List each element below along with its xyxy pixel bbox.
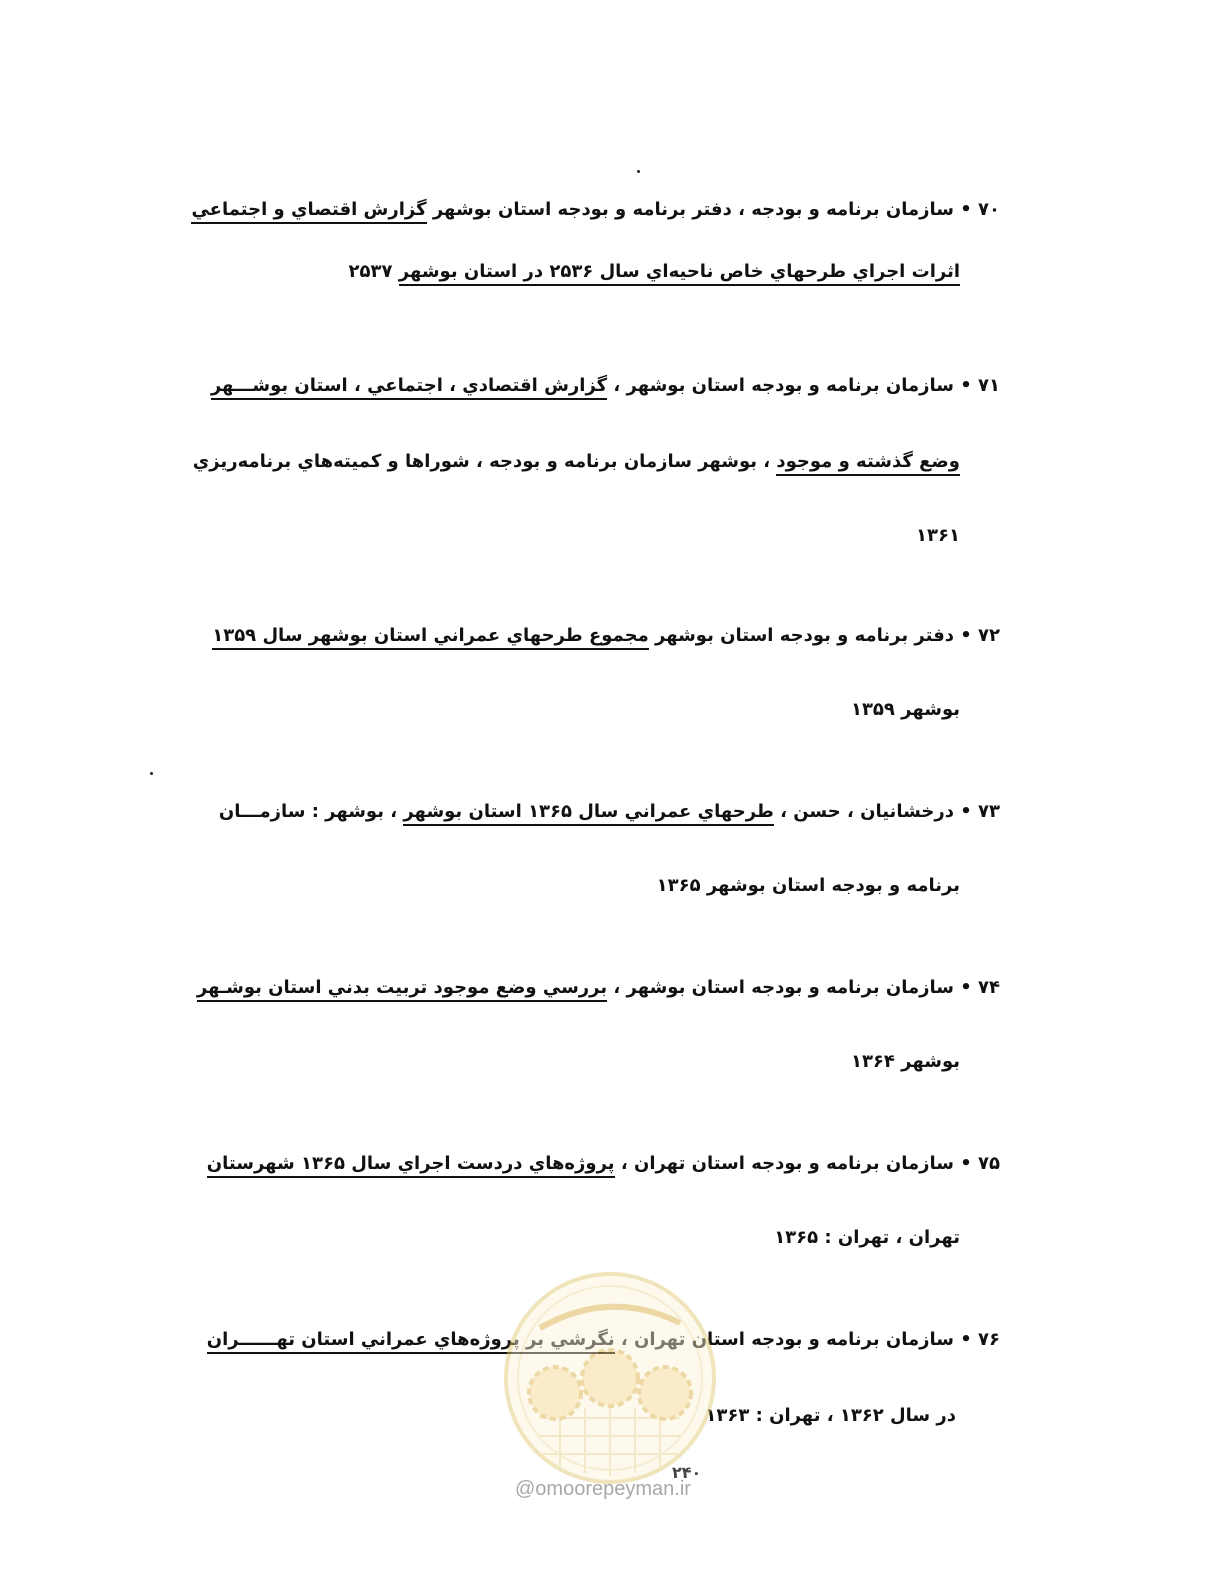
entry-72-line-1: ۷۲ • دفتر برنامه و بودجه استان بوشهر مجموع طرحهاي عمراني استان بوشهر سال ۱۳۵۹ bbox=[212, 622, 1000, 650]
page-number: ۲۴۰ bbox=[672, 1463, 702, 1482]
watermark-site: @omoorepeyman.ir bbox=[515, 1478, 691, 1500]
speck bbox=[637, 170, 640, 173]
entry-74-line-2: بوشهر ۱۳۶۴ bbox=[850, 1051, 960, 1072]
entry-74-line-1: ۷۴ • سازمان برنامه و بودجه استان بوشهر ، بررسي وضع موجود تربيت بدني استان بوشـهر bbox=[197, 974, 1000, 1002]
speck bbox=[150, 772, 153, 775]
entry-75-line-2: تهران ، تهران : ۱۳۶۵ bbox=[774, 1227, 960, 1248]
entry-73-line-1: ۷۳ • درخشانيان ، حسن ، طرحهاي عمراني سال ۱۳۶۵ استان بوشهر ، بوشهر : سازمـــان bbox=[219, 798, 1000, 826]
entry-73-line-2: برنامه و بودجه استان بوشهر ۱۳۶۵ bbox=[656, 875, 960, 896]
entry-71-line-1: ۷۱ • سازمان برنامه و بودجه استان بوشهر ، گزارش اقتصادي ، اجتماعي ، استان بوشـــهر bbox=[211, 372, 1000, 400]
entry-71-line-2: وضع گذشته و موجود ، بوشهر سازمان برنامه و بودجه ، شوراها و کميته‌هاي برنامه‌ريزي bbox=[193, 448, 960, 476]
entry-72-line-2: بوشهر ۱۳۵۹ bbox=[850, 699, 960, 720]
entry-75-line-1: ۷۵ • سازمان برنامه و بودجه استان تهران ، پروژه‌هاي دردست اجراي سال ۱۳۶۵ شهرستان bbox=[207, 1150, 1000, 1178]
watermark-logo bbox=[500, 1268, 720, 1488]
entry-76-line-1: ۷۶ • سازمان برنامه و بودجه استان تهران ، نگرشي بر پروژه‌هاي عمراني استان تهــــــران bbox=[207, 1326, 1000, 1354]
entry-76-line-2: در سال ۱۳۶۲ ، تهران : ۱۳۶۳ bbox=[705, 1405, 956, 1426]
entry-71-line-3: ۱۳۶۱ bbox=[916, 525, 960, 546]
entry-70-line-1: ۷۰ • سازمان برنامه و بودجه ، دفتر برنامه و بودجه استان بوشهر گزارش اقتصاي و اجتماعي bbox=[191, 196, 1000, 224]
entry-70-line-2: اثرات اجراي طرحهاي خاص ناحيه‌اي سال ۲۵۳۶ در استان بوشهر ۲۵۳۷ bbox=[349, 258, 960, 286]
